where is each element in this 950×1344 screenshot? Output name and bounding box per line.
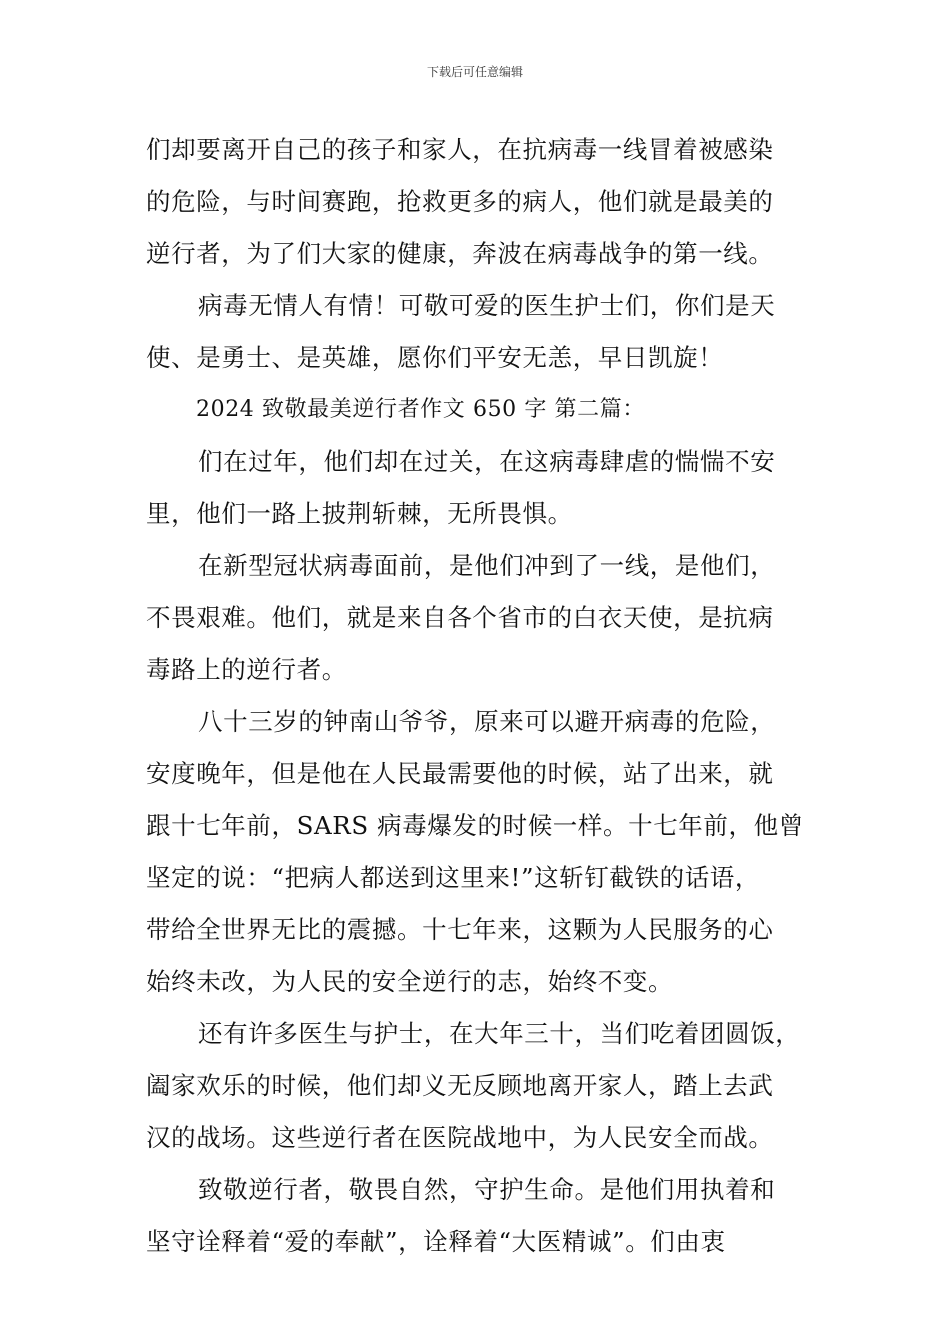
paragraph-line: 坚守诠释着“爱的奉献”，诠释着“大医精诚”。们由衷 <box>146 1227 726 1256</box>
paragraph-line: 带给全世界无比的震撼。十七年来，这颗为人民服务的心 <box>146 915 774 944</box>
paragraph-line: 逆行者，为了们大家的健康，奔波在病毒战争的第一线。 <box>146 239 774 268</box>
paragraph-line: 坚定的说：“把病人都送到这里来!”这斩钉截铁的话语， <box>146 863 760 892</box>
paragraph-line: 在新型冠状病毒面前，是他们冲到了一线，是他们， <box>198 551 776 580</box>
paragraph-line: 八十三岁的钟南山爷爷，原来可以避开病毒的危险， <box>198 707 776 736</box>
paragraph-line: 使、是勇士、是英雄，愿你们平安无恙，早日凯旋！ <box>146 343 724 372</box>
paragraph-line: 的危险，与时间赛跑，抢救更多的病人，他们就是最美的 <box>146 187 774 216</box>
page-header-note: 下载后可任意编辑 <box>426 65 523 79</box>
paragraph-line: 毒路上的逆行者。 <box>146 655 347 684</box>
paragraph-line: 不畏艰难。他们，就是来自各个省市的白衣天使，是抗病 <box>146 603 774 632</box>
paragraph-line: 汉的战场。这些逆行者在医院战地中，为人民安全而战。 <box>146 1123 774 1152</box>
paragraph-line: 始终未改，为人民的安全逆行的志，始终不变。 <box>146 967 674 996</box>
paragraph-line: 病毒无情人有情！可敬可爱的医生护士们，你们是天 <box>198 291 776 320</box>
paragraph-line: 们在过年，他们却在过关，在这病毒肆虐的惴惴不安 <box>198 447 776 476</box>
document-body <box>146 124 816 1268</box>
paragraph-line: 跟十七年前，SARS 病毒爆发的时候一样。十七年前，他曾 <box>146 811 804 840</box>
paragraph-line: 阖家欢乐的时候，他们却义无反顾地离开家人，踏上去武 <box>146 1071 774 1100</box>
paragraph-line: 致敬逆行者，敬畏自然，守护生命。是他们用执着和 <box>198 1175 776 1204</box>
paragraph-line: 安度晚年，但是他在人民最需要他的时候，站了出来，就 <box>146 759 774 788</box>
paragraph-line: 还有许多医生与护士，在大年三十，当们吃着团圆饭， <box>198 1019 801 1048</box>
section-heading: 2024 致敬最美逆行者作文 650 字 第二篇： <box>196 397 645 422</box>
paragraph-line: 们却要离开自己的孩子和家人，在抗病毒一线冒着被感染 <box>146 135 774 164</box>
paragraph-line: 里，他们一路上披荆斩棘，无所畏惧。 <box>146 499 573 528</box>
